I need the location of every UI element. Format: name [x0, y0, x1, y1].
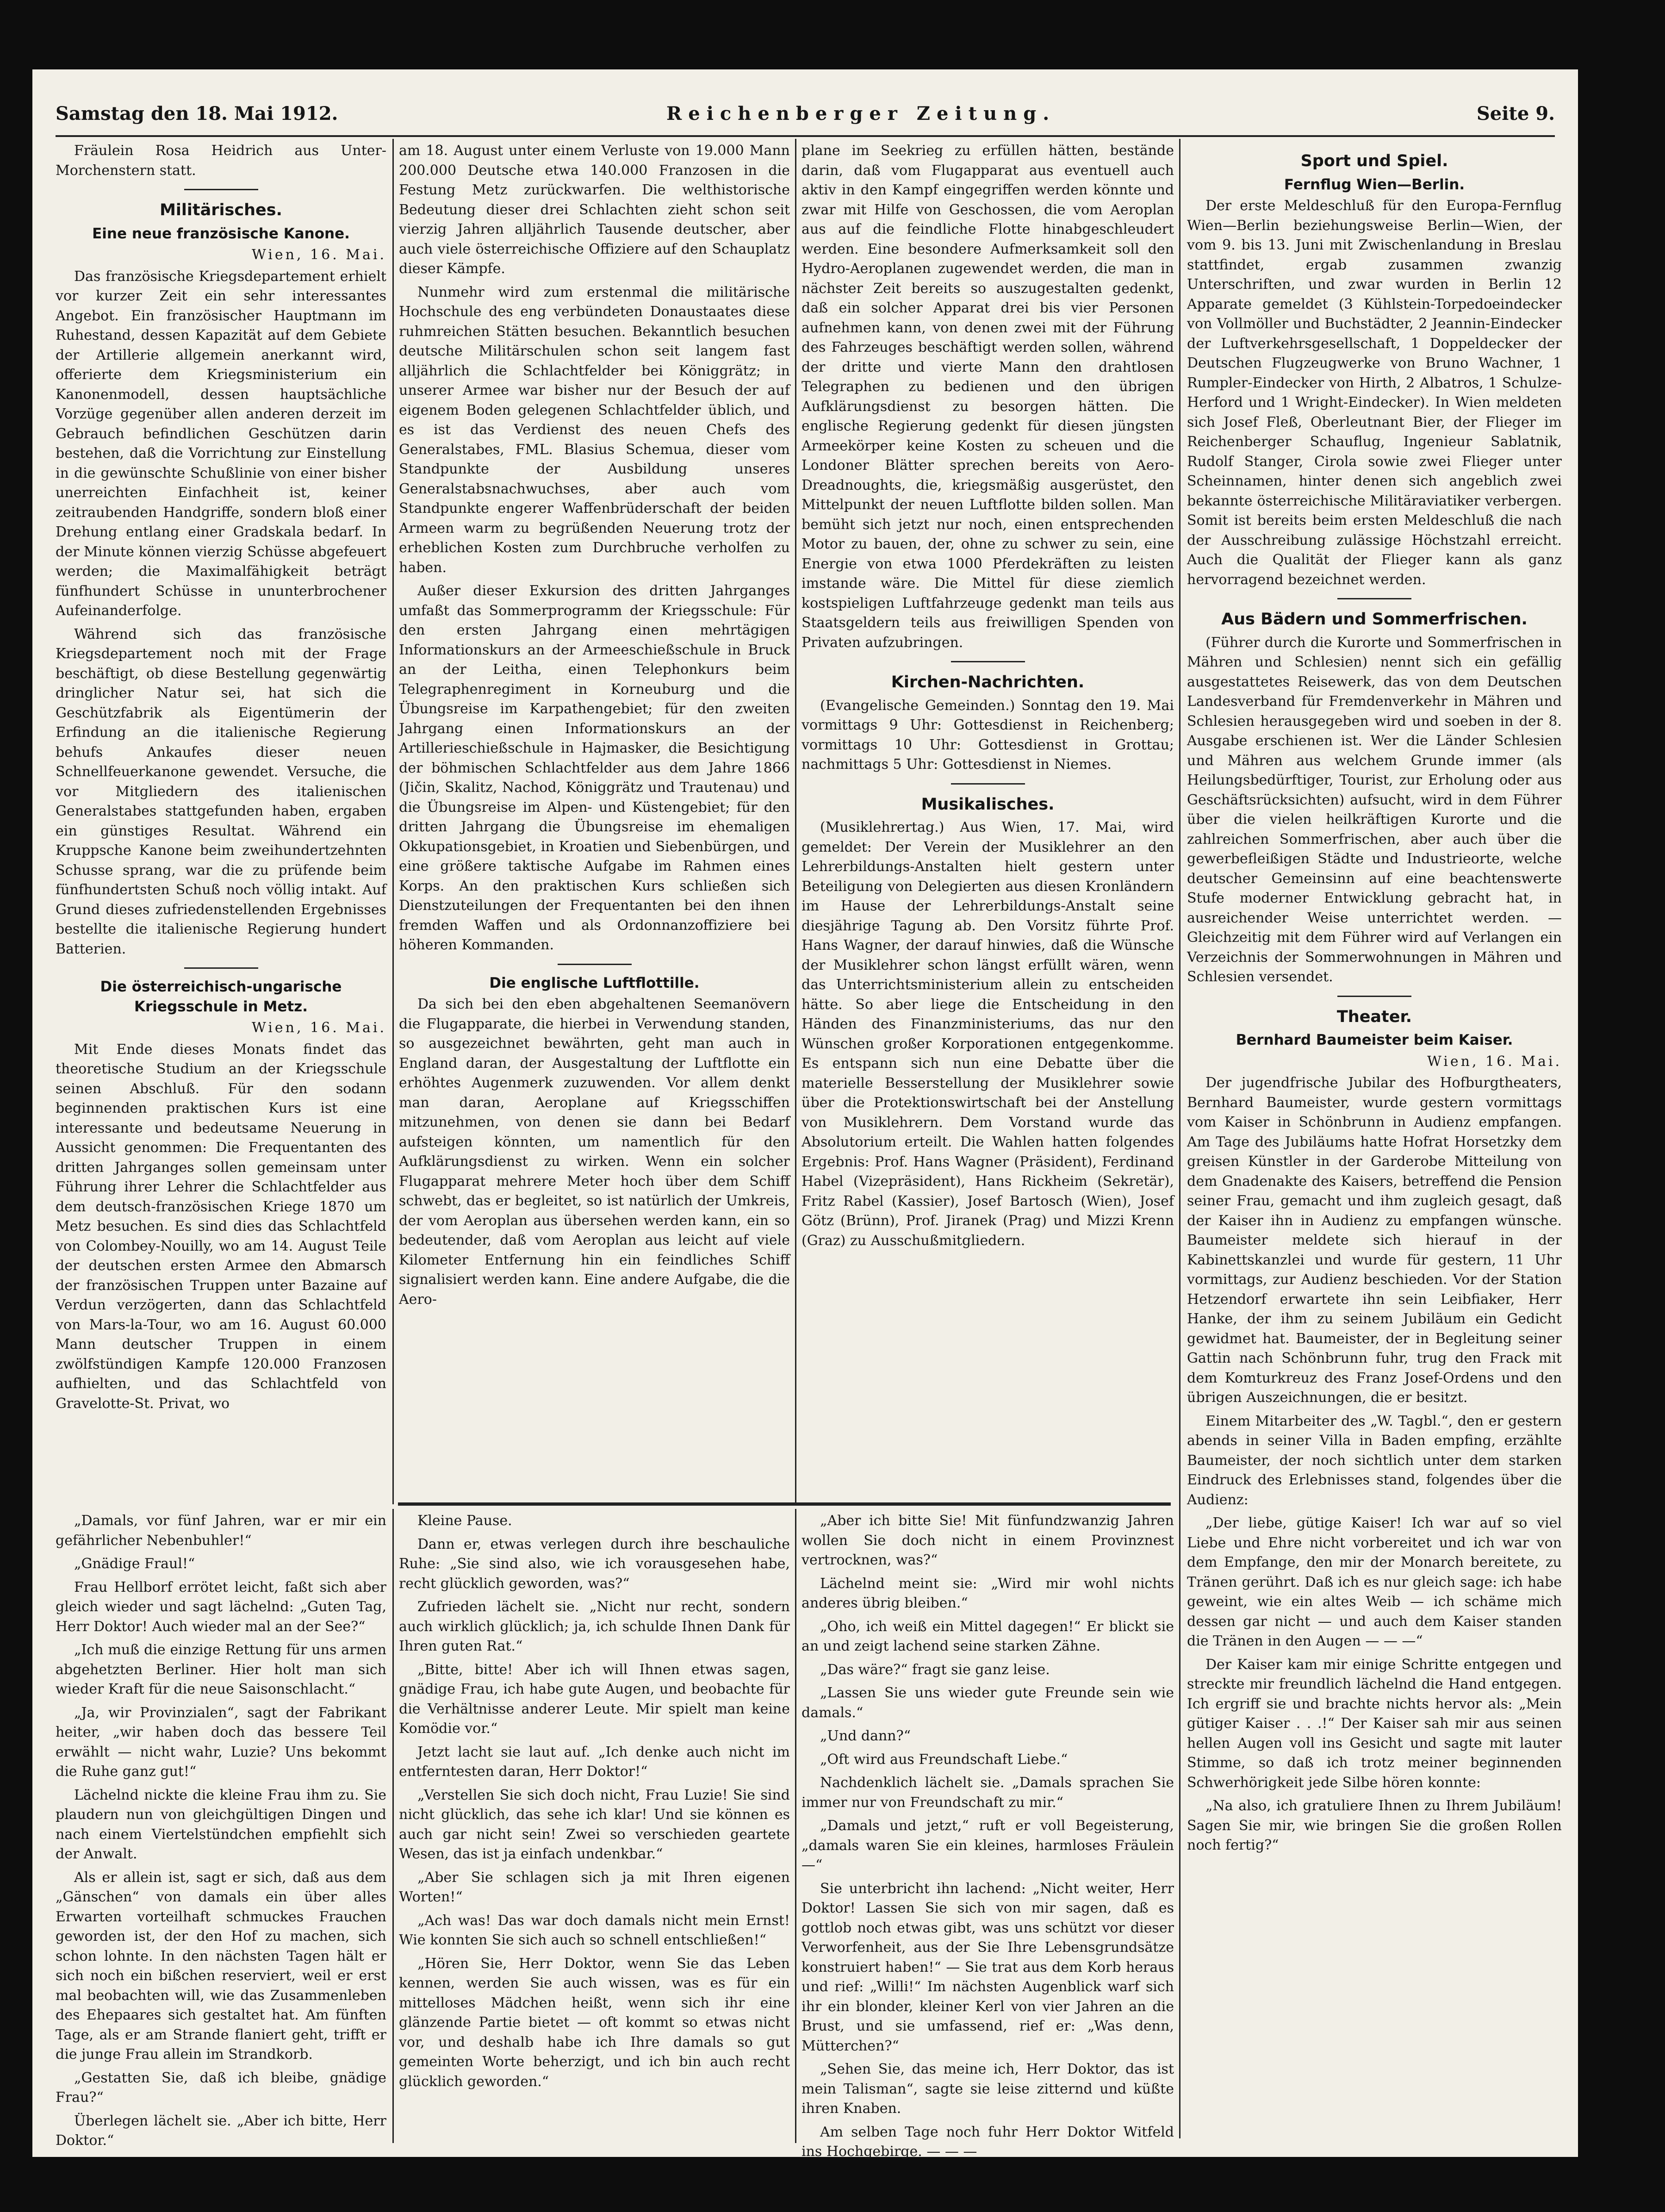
- column-3: [801, 141, 1174, 1500]
- article-paragraph: Der erste Meldeschluß für den Europa-Fernflug Wien—Berlin beziehungsweise Berlin—Wien, der vom 9. bis 13. Juni mit Zwischenlandung in Breslau stattfindet, ergab zusammen zwanzig Unterschriften, und zwar wurden in Berlin 12 Apparate gemeldet (3 Kühlstein-Torpedoeindecker von Vollmöller und Buchstädter, 2 Jeannin-Eindecker der Luftverkehrsgesellschaft, 1 Doppeldecker der Deutschen Flugzeugwerke von Bruno Wachner, 1 Rumpler-Eindecker von Hirth, 2 Albatros, 1 Schulze-Herford und 1 Wright-Eindecker). In Wien meldeten sich Josef Fleß, Oberleutnant Bier, der Flieger im Reichenberger Schauflug, Ingenieur Sablatnik, Rudolf Stanger, Cirola sowie zwei Flieger unter Scheinnamen, hinter denen sich angeblich zwei bekannte österreichische Militäraviatiker verbergen. Somit ist bereits beim ersten Meldeschluß die nach der Ausschreibung zulässige Höchstzahl erreicht. Auch die Qualität der Flieger kann als ganz hervorragend bezeichnet werden.: [1187, 198, 1562, 588]
- article-paragraph: „Der liebe, gütige Kaiser! Ich war auf so viel Liebe und Ehre nicht vorbereitet und ich war von dem Empfange, den mir der Monarch bereitete, zu Tränen gerührt. Daß ich es nur gleich sage: ich habe geweint, wie ein altes Weib — ich schäme mich dessen gar nicht — und auch dem Kaiser standen die Tränen in den Augen — — —“: [1187, 1515, 1562, 1649]
- section-heading: Theater.: [1336, 1007, 1412, 1026]
- article-paragraph: Da sich bei den eben abgehaltenen Seemanövern die Flugapparate, die hierbei in Verwendung standen, so ausgezeichnet bewährten, geht man auch in England daran, der Ausgestaltung der Luftflotte ein erhöhtes Augenmerk zuzuwenden. Vor allem denkt man daran, Aeroplane auf Kriegsschiffen mitzunehmen, von denen sie dann bei Bedarf aufsteigen könnten, um namentlich für den Aufklärungsdienst zu wirken. Wenn ein solcher Flugapparat mehrere Meter hoch über dem Schiff schwebt, das er begleitet, so ist natürlich der Umkreis, der vom Aeroplan aus übersehen werden kann, ein so bedeutender, daß vom Aeroplan aus leicht auf viele Kilometer Entfernung hin ein feindliches Schiff signalisiert werden kann. Eine andere Aufgabe, die die Aero-: [399, 996, 790, 1308]
- column-rule: [392, 1509, 394, 2143]
- story-paragraph: Sie unterbricht ihn lachend: „Nicht weiter, Herr Doktor! Lassen Sie sich von mir sagen, daß es gottlob noch etwas gibt, was uns schützt vor dieser Verworfenheit, aus der Sie Ihre Lebensgrundsätze konstruiert haben!“ — Sie trat aus dem Korb heraus und rief: „Willi!“ Im nächsten Augenblick warf sich ihr ein blonder, kleiner Kerl von vier Jahren an die Brust, und sie umfassend, rief er: „Was denn, Mütterchen?“: [801, 1880, 1174, 2054]
- article-headline: Bernhard Baumeister beim Kaiser.: [1236, 1032, 1513, 1048]
- article-dateline: Wien, 16. Mai.: [251, 247, 386, 263]
- story-paragraph: Dann er, etwas verlegen durch ihre beschauliche Ruhe: „Sie sind also, wie ich vorausgesehen habe, recht glücklich geworden, was?“: [399, 1536, 790, 1592]
- article-headline: Eine neue französische Kanone.: [92, 225, 350, 242]
- article-dateline: Wien, 16. Mai.: [1427, 1053, 1562, 1070]
- column-rule: [1179, 139, 1180, 2138]
- article-paragraph: (Musiklehrertag.) Aus Wien, 17. Mai, wird gemeldet: Der Verein der Musiklehrer an den Lehrerbildungs-Anstalten hielt gestern unter Beteiligung von Delegierten aus diesen Kronländern im Hause der Lehrerbildungs-Anstalt seine diesjährige Tagung ab. Den Vorsitz führte Prof. Hans Wagner, der darauf hinwies, daß die Wünsche der Musiklehrer schon längst erfüllt wären, wenn das Unterrichtsministerium allein zu entscheiden hätte. So aber liege die Entscheidung in den Händen des Finanzministeriums, das nur den Wünschen großer Korporationen entgegenkomme. Es entspann sich nun eine Debatte über die materielle Besserstellung der Musiklehrer sowie über die Protektionswirtschaft bei der Anstellung von Musiklehrern. Dem Vorstand wurde das Absolutorium erteilt. Die Wahlen hatten folgendes Ergebnis: Prof. Hans Wagner (Präsident), Ferdinand Habel (Vizepräsident), Hans Rickheim (Sekretär), Fritz Rabel (Kassier), Josef Bartosch (Wien), Josef Götz (Brünn), Prof. Jiranek (Prag) und Mizzi Krenn (Graz) zu Ausschußmitgliedern.: [801, 819, 1174, 1249]
- story-paragraph: Überlegen lächelt sie. „Aber ich bitte, Herr Doktor.“: [56, 2112, 386, 2149]
- story-paragraph: „Oho, ich weiß ein Mittel dagegen!“ Er blickt sie an und zeigt lachend seine starken Zähne.: [801, 1618, 1174, 1654]
- issue-date: Samstag den 18. Mai 1912.: [56, 103, 338, 125]
- article-paragraph: „Na also, ich gratuliere Ihnen zu Ihrem Jubiläum! Sagen Sie mir, wie bringen Sie die großen Rollen noch fertig?“: [1187, 1798, 1562, 1853]
- article-dateline: Wien, 16. Mai.: [251, 1020, 386, 1036]
- article-paragraph: Mit Ende dieses Monats findet das theoretische Studium an der Kriegsschule seinen Abschluß. Für den sodann beginnenden praktischen Kurs ist eine interessante und bedeutsame Neuerung in Aussicht genommen: Die Frequentanten des dritten Jahrganges sollen gemeinsam unter Führung ihrer Lehrer die Schlachtfelder aus dem deutsch-französischen Kriege 1870 um Metz besuchen. Es sind dies das Schlachtfeld von Colombey-Nouilly, wo am 14. August Teile der deutschen ersten Armee den Abmarsch der französischen Truppen unter Bazaine auf Verdun verzögerten, dann das Schlachtfeld von Mars-la-Tour, wo am 16. August 60.000 Mann deutscher Truppen in einem zwölfstündigen Kampfe 120.000 Franzosen aufhielten, und das Schlachtfeld von Gravelotte-St. Privat, wo: [56, 1041, 386, 1412]
- story-paragraph: „Und dann?“: [820, 1728, 911, 1744]
- story-paragraph: „Ich muß die einzige Rettung für uns armen abgehetzten Berliner. Hier holt man sich wieder Kraft für die neue Saisonschlacht.“: [56, 1642, 386, 1697]
- story-paragraph: Lächelnd nickte die kleine Frau ihm zu. Sie plaudern nun von gleichgültigen Dingen und nach einem Viertelstündchen empfiehlt sich der Anwalt.: [56, 1787, 386, 1862]
- story-paragraph: Am selben Tage noch fuhr Herr Doktor Witfeld ins Hochgebirge. — — —: [801, 2124, 1174, 2160]
- page-header: [56, 103, 1555, 137]
- section-heading: Sport und Spiel.: [1300, 152, 1448, 170]
- article-paragraph: (Führer durch die Kurorte und Sommerfrischen in Mähren und Schlesien) nennt sich ein gefällig ausgestattetes Reisewerk, das von dem Deutschen Landesverband für Fremdenverkehr in Mähren und Schlesien herausgegeben wird und soeben in der 8. Ausgabe erschienen ist. Wer die Länder Schlesien und Mähren aus welchem Grunde immer (als Heilungsbedürftiger, Tourist, zur Erholung oder aus Geschäftsrücksichten) aufsucht, wird in dem Führer über die vielen heilkräftigen Kurorte und die zahlreichen Sommerfrischen, aber auch über die gewerbefleißigen Städte und Industrieorte, welche deutscher Gemeinsinn auf eine beachtenswerte Stufe moderner Entwicklung gebracht hat, in ausreichender Weise unterrichtet werden. — Gleichzeitig mit dem Führer wird auf Verlangen ein Verzeichnis der Sommerwohnungen in Mähren und Schlesien versendet.: [1187, 634, 1562, 985]
- article-headline: Die österreichisch-ungarische Kriegsschule in Metz.: [100, 978, 342, 1015]
- column-1: [56, 141, 386, 1500]
- article-paragraph: Das französische Kriegsdepartement erhielt vor kurzer Zeit ein sehr interessantes Angebot. Ein französischer Hauptmann im Ruhestand, dessen Kapazität auf dem Gebiete der Artillerie allgemein anerkannt wird, offerierte dem Kriegsministerium ein Kanonenmodell, dessen hauptsächliche Vorzüge gegenüber allen anderen derzeit im Gebrauch befindlichen Geschützen darin bestehen, daß die Vorrichtung zur Einstellung in die gewünschte Schußlinie von einer bisher unerreichten Einfachheit ist, keiner zeitraubenden Handgriffe, sondern bloß einer Drehung entlang einer Gradskala bedarf. In der Minute können vierzig Schüsse abgefeuert werden; die Maximalfähigkeit beträgt fünfhundert Schüsse in ununterbrochener Aufeinanderfolge.: [56, 268, 386, 619]
- column-rule: [795, 1509, 796, 2143]
- article-paragraph: plane im Seekrieg zu erfüllen hätten, bestände darin, daß vom Flugapparat aus eventuell auch aktiv in den Kampf eingegriffen werden könnte und zwar mit Hilfe von Geschossen, die vom Aeroplan aus auf die feindliche Flotte hinabgeschleudert werden. Eine besondere Aufmerksamkeit soll den Hydro-Aeroplanen zugewendet werden, die man in nächster Zeit bereits so auszugestalten gedenkt, daß ein solcher Apparat drei bis vier Personen aufnehmen kann, von denen zwei mit der Führung des Fahrzeuges beschäftigt werden sollen, während der dritte und vierte Mann den drahtlosen Telegraphen zu bedienen und den übrigen Aufklärungsdienst zu besorgen hätten. Die englische Regierung gedenkt für diesen jüngsten Armeekörper keine Kosten zu scheuen und die Londoner Blätter sprechen bereits von Aero-Dreadnoughts, die, kriegsmäßig ausgerüstet, den Mittelpunkt der neuen Luftflotte bilden sollen. Man bemüht sich jetzt nur noch, einen entsprechenden Motor zu bauen, der, ohne zu schwer zu sein, eine Energie von etwa 1000 Pferdekräften zu leisten imstande wäre. Die Mittel für diese ziemlich kostspieligen Luftfahrzeuge gedenkt man teils aus Staatsgeldern teils aus freiwilligen Spenden von Privaten aufzubringen.: [801, 143, 1174, 651]
- story-paragraph: „Oft wird aus Freundschaft Liebe.“: [820, 1751, 1068, 1768]
- article-paragraph: Außer dieser Exkursion des dritten Jahrganges umfaßt das Sommerprogramm der Kriegsschule: Für den ersten Jahrgang einen mehrtägigen Informationskurs an der Armeeschießschule in Bruck an der Leitha, einen Telephonkurs beim Telegraphenregiment in Korneuburg und die Übungsreise im Karpathengebiet; für den zweiten Jahrgang einen Informationskurs an der Artillerieschießschule in Hajmasker, die Besichtigung der böhmischen Schlachtfelder aus dem Jahre 1866 (Jičin, Skalitz, Nachod, Königgrätz und Trautenau) und die Übungsreise im Alpen- und Küstengebiet; für den dritten Jahrgang die Übungsreise im ehemaligen Okkupationsgebiet, in Kroatien und Siebenbürgen, und eine größere taktische Aufgabe im Rahmen eines Korps. An den praktischen Kurs schließen sich Dienstzuteilungen der Frequentanten bei den ihnen fremden Waffen und als Ordonnanzoffiziere bei höheren Kommanden.: [399, 583, 790, 953]
- separator: [1337, 996, 1411, 997]
- story-paragraph: Nachdenklich lächelt sie. „Damals sprachen Sie immer nur von Freundschaft zu mir.“: [801, 1775, 1174, 1811]
- story-paragraph: „Lassen Sie uns wieder gute Freunde sein wie damals.“: [801, 1685, 1174, 1721]
- feuilleton-column-1: [56, 1511, 386, 2149]
- story-paragraph: „Verstellen Sie sich doch nicht, Frau Luzie! Sie sind nicht glücklich, das sehe ich klar! Und sie können es auch gar nicht sein! Zwei so verschieden geartete Wesen, das ist ja einfach undenkbar.“: [399, 1787, 790, 1862]
- column-rule: [392, 139, 394, 1504]
- separator: [558, 964, 632, 965]
- page-number: Seite 9.: [1476, 103, 1555, 125]
- article-paragraph: Der Kaiser kam mir einige Schritte entgegen und streckte mir freundlich lächelnd die Hand entgegen. Ich ergriff sie und brachte nichts hervor als: „Mein gütiger Kaiser . . .!“ Der Kaiser sah mir aus seinen hellen Augen voll ins Gesicht und sagte mit lauter Stimme, so daß ich trotz meiner beginnenden Schwerhörigkeit jede Silbe hören konnte:: [1187, 1656, 1562, 1791]
- story-paragraph: „Gestatten Sie, daß ich bleibe, gnädige Frau?“: [56, 2069, 386, 2106]
- section-heading: Aus Bädern und Sommerfrischen.: [1221, 610, 1528, 629]
- article-headline: Fernflug Wien—Berlin.: [1284, 176, 1465, 193]
- article-headline: Die englische Luftflottille.: [489, 974, 700, 991]
- section-heading: Militärisches.: [160, 201, 282, 219]
- story-paragraph: „Gnädige Fraul!“: [74, 1556, 195, 1572]
- story-paragraph: Als er allein ist, sagt er sich, daß aus dem „Gänschen“ von damals ein über alles Erwarten vorteilhaft schmuckes Frauchen geworden ist, der den Hof zu machen, sich schon lohnte. In den nächsten Tagen hält er sich noch ein bißchen reserviert, weil er erst mal beobachten will, wie das Zusammenleben des Ehepaares sich gestaltet hat. Am fünften Tage, als er am Strande flaniert geht, trifft er die junge Frau allein im Strandkorb.: [56, 1869, 386, 2062]
- separator: [184, 189, 258, 190]
- story-paragraph: „Damals und jetzt,“ ruft er voll Begeisterung, „damals waren Sie ein kleines, harmloses Fräulein —“: [801, 1818, 1174, 1873]
- article-paragraph: Während sich das französische Kriegsdepartement noch mit der Frage beschäftigt, ob diese Bestellung gegenwärtig dringlicher Natur sei, hat sich die Geschützfabrik als Eigentümerin der Erfindung an die italienische Regierung behufs Ankaufes dieser neuen Schnellfeuerkanone gewendet. Versuche, die vor Mitgliedern des italienischen Generalstabes stattgefunden haben, ergaben ein günstiges Resultat. Während ein Kruppsche Kanone beim zweihundertzehnten Schusse sprang, war die zu prüfende beim fünfhundertsten Schuß noch völlig intakt. Auf Grund dieses zufriedenstellenden Ergebnisses bestellte die italienische Regierung hundert Batterien.: [56, 626, 386, 957]
- story-paragraph: Lächelnd meint sie: „Wird mir wohl nichts anderes übrig bleiben.“: [801, 1575, 1174, 1611]
- feuilleton-divider: [398, 1502, 1171, 1506]
- separator: [1337, 598, 1411, 599]
- story-paragraph: „Ja, wir Provinzialen“, sagt der Fabrikant heiter, „wir haben doch das bessere Teil erwählt — nicht wahr, Luzie? Uns bekommt die Ruhe ganz gut!“: [56, 1704, 386, 1780]
- feuilleton-column-3: [801, 1511, 1174, 2160]
- story-paragraph: „Bitte, bitte! Aber ich will Ihnen etwas sagen, gnädige Frau, ich habe gute Augen, und beobachte für die Verhältnisse anderer Leute. Mir spielt man keine Komödie vor.“: [399, 1661, 790, 1737]
- story-paragraph: Zufrieden lächelt sie. „Nicht nur recht, sondern auch wirklich glücklich; ja, ich schulde Ihnen Dank für Ihren guten Rat.“: [399, 1599, 790, 1654]
- separator: [951, 783, 1025, 785]
- column-4: [1187, 141, 1562, 2136]
- story-paragraph: „Aber ich bitte Sie! Mit fünfundzwanzig Jahren wollen Sie doch nicht in einem Provinznest vertrocknen, was?“: [801, 1513, 1174, 1568]
- column-2: [399, 141, 790, 1500]
- story-paragraph: „Aber Sie schlagen sich ja mit Ihren eigenen Worten!“: [399, 1869, 790, 1905]
- lead-text: Fräulein Rosa Heidrich aus Unter-Morchenstern statt.: [56, 143, 386, 179]
- story-paragraph: Kleine Pause.: [417, 1513, 512, 1529]
- article-paragraph: Einem Mitarbeiter des „W. Tagbl.“, den er gestern abends in seiner Villa in Baden empfing, erzählte Baumeister, der noch sichtlich unter dem starken Eindruck des Erlebnisses stand, folgendes über die Audienz:: [1187, 1413, 1562, 1508]
- section-heading: Kirchen-Nachrichten.: [891, 673, 1085, 692]
- article-paragraph: am 18. August unter einem Verluste von 19.000 Mann 200.000 Deutsche etwa 140.000 Franzosen in die Festung Metz zurückwarfen. Die welthistorische Bedeutung dieser drei Schlachten zieht schon seit vierzig Jahren alljährlich Tausende deutscher, aber auch viele österreichische Offiziere auf den Schauplatz dieser Kämpfe.: [399, 143, 790, 277]
- feuilleton-column-2: [399, 1511, 790, 2141]
- separator: [951, 661, 1025, 662]
- separator: [184, 967, 258, 969]
- story-paragraph: „Das wäre?“ fragt sie ganz leise.: [820, 1661, 1050, 1678]
- section-heading: Musikalisches.: [921, 795, 1055, 814]
- article-paragraph: Der jugendfrische Jubilar des Hofburgtheaters, Bernhard Baumeister, wurde gestern vormittags vom Kaiser in Schönbrunn in Audienz empfangen. Am Tage des Jubiläums hatte Hofrat Horsetzky dem greisen Künstler in der Garderobe Mitteilung von dem Gnadenakte des Kaisers, betreffend die Pension seiner Frau, gemacht und ihm zugleich gesagt, daß der Kaiser ihn in Audienz zu empfangen wünsche. Baumeister meldete sich hierauf in der Kabinettskanzlei und wurde für gestern, 11 Uhr vormittags, zur Audienz beschieden. Vor der Station Hetzendorf erwartete ihn sein Leibfiaker, Herr Hanke, der ihm zu seinem Jubiläum ein Gedicht gewidmet hat. Baumeister, der in Begleitung seiner Gattin nach Schönbrunn fuhr, trug den Frack mit dem Komturkreuz des Franz Josef-Ordens und den übrigen Auszeichnungen, die er besitzt.: [1187, 1075, 1562, 1406]
- story-paragraph: Jetzt lacht sie laut auf. „Ich denke auch nicht im entferntesten daran, Herr Doktor!“: [399, 1744, 790, 1780]
- story-paragraph: „Damals, vor fünf Jahren, war er mir ein gefährlicher Nebenbuhler!“: [56, 1513, 386, 1549]
- story-paragraph: „Sehen Sie, das meine ich, Herr Doktor, das ist mein Talisman“, sagte sie leise zitternd und küßte ihren Knaben.: [801, 2061, 1174, 2117]
- story-paragraph: „Ach was! Das war doch damals nicht mein Ernst! Wie konnten Sie sich auch so schnell entschließen!“: [399, 1912, 790, 1948]
- story-paragraph: Frau Hellborf errötet leicht, faßt sich aber gleich wieder und sagt lächelnd: „Guten Tag, Herr Doktor! Auch wieder mal an der See?“: [56, 1579, 386, 1635]
- article-paragraph: Nunmehr wird zum erstenmal die militärische Hochschule des eng verbündeten Donaustaates diese ruhmreichen Stätten besuchen. Bekanntlich besuchen deutsche Militärschulen schon seit langem fast alljährlich die Schlachtfelder bei Königgrätz; in unserer Armee war bisher nur der Besuch der auf eigenem Boden gelegenen Schlachtfelder üblich, und es ist das Verdienst des neuen Chefs des Generalstabes, FML. Blasius Schemua, dieser vom Standpunkte der Ausbildung unseres Generalstabsnachwuchses, aber auch vom Standpunkte engerer Waffenbrüderschaft der beiden Armeen warm zu begrüßenden Neuerung trotz der erheblichen Kosten zum Durchbruche verholfen zu haben.: [399, 284, 790, 576]
- column-rule: [795, 139, 796, 1504]
- story-paragraph: „Hören Sie, Herr Doktor, wenn Sie das Leben kennen, werden Sie auch wissen, was es für ein mittelloses Mädchen heißt, wenn sich ihr eine glänzende Partie bietet — oft kommt so etwas nicht vor, und deshalb habe ich Ihre damals so gut gemeinten Worte beherzigt, und ich bin auch recht glücklich geworden.“: [399, 1955, 790, 2090]
- article-paragraph: (Evangelische Gemeinden.) Sonntag den 19. Mai vormittags 9 Uhr: Gottesdienst in Reichenberg; vormittags 10 Uhr: Gottesdienst in Grottau; nachmittags 5 Uhr: Gottesdienst in Niemes.: [801, 697, 1174, 773]
- masthead-title: Reichenberger Zeitung.: [666, 103, 1056, 125]
